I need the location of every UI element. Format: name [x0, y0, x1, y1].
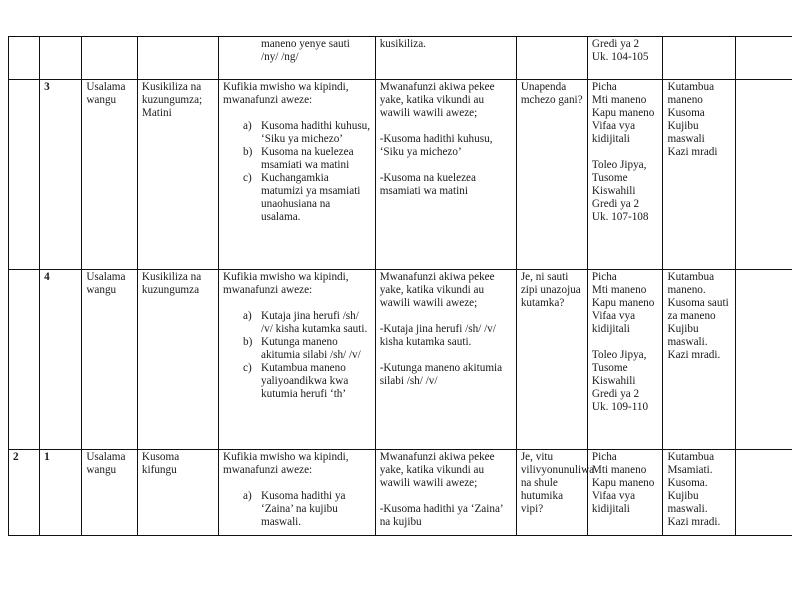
assessment-item: Kusoma.: [667, 477, 708, 489]
table-row: [9, 80, 792, 270]
strand-text: Usalama wangu: [86, 271, 126, 296]
activity-text: -Kusoma hadithi kuhusu, ‘Siku ya michezo’: [379, 133, 493, 158]
assessment-cell: [663, 80, 735, 270]
assessment-item: Kusoma: [667, 107, 705, 119]
lesson-cell: [40, 270, 82, 450]
key-question-cell: [516, 80, 587, 270]
assessment-cell: [663, 270, 735, 450]
objective-text: Kuchangamkia matumizi ya msamiati unaohusiana na usalama.: [261, 172, 361, 223]
objective-item: [243, 310, 371, 336]
spacer: [380, 120, 512, 133]
objectives-intro: Kufikia mwisho wa kipindi, mwanafunzi aweze:: [223, 451, 349, 476]
spacer: [380, 349, 512, 362]
resources-cell: [587, 37, 663, 80]
resource-item: Picha: [591, 451, 617, 463]
lesson-cell: [40, 450, 82, 536]
strand-text: Usalama wangu: [86, 81, 126, 106]
strand-cell: [82, 80, 138, 270]
key-question-text: Je, vitu vilivyonunuliwa na shule hutumika vipi?: [520, 451, 595, 515]
assessment-cell: [663, 37, 735, 80]
remarks-cell[interactable]: [735, 450, 792, 536]
lesson-number: 4: [44, 271, 50, 283]
resources-cell: [587, 450, 663, 536]
resource-item: Mti maneno: [591, 464, 647, 476]
spacer: [223, 477, 371, 490]
resource-item: Mti maneno: [591, 284, 647, 296]
objective-marker: b): [243, 336, 253, 348]
objective-marker: c): [243, 172, 252, 184]
objective-item: [243, 490, 371, 529]
activity-text: -Kusoma hadithi ya ‘Zaina’ na kujibu: [379, 503, 503, 528]
assessment-item: Kusoma sauti za maneno: [667, 297, 729, 322]
assessment-item: Kujibu maswali: [667, 120, 705, 145]
strand-cell: [82, 450, 138, 536]
objectives-intro: Kufikia mwisho wa kipindi, mwanafunzi aweze:: [223, 81, 349, 106]
resource-item: Picha: [591, 271, 617, 283]
week-cell: [9, 270, 40, 450]
objective-item: [243, 120, 371, 146]
assessment-item: Kutambua maneno.: [667, 271, 715, 296]
table-row: [9, 270, 792, 450]
week-cell: [9, 37, 40, 80]
resource-item: Gredi ya 2: [591, 38, 640, 50]
key-question-cell: [516, 450, 595, 536]
key-question-text: Unapenda mchezo gani?: [520, 81, 583, 106]
spacer: [380, 310, 512, 323]
activity-text: Mwanafunzi akiwa pekee yake, katika vikundi au wawili wawili aweze;: [379, 271, 495, 309]
lesson-cell: [40, 80, 82, 270]
objective-marker: c): [243, 362, 252, 374]
week-cell: [9, 80, 40, 270]
sub-strand-text: Kusoma kifungu: [141, 451, 180, 476]
objective-text: Kutaja jina herufi /sh/ /v/ kisha kutamka sauti.: [261, 310, 368, 335]
activity-text: Mwanafunzi akiwa pekee yake, katika vikundi au wawili wawili aweze;: [379, 81, 495, 119]
activity-text: kusikiliza.: [379, 38, 426, 50]
week-number: 2: [13, 451, 19, 463]
resource-item: Vifaa vya kidijitali: [591, 120, 636, 145]
lesson-number: 3: [44, 81, 50, 93]
resource-item: Uk. 104-105: [591, 51, 649, 63]
spacer: [223, 297, 371, 310]
assessment-item: Kazi mradi.: [667, 516, 721, 528]
strand-cell: [82, 270, 138, 450]
spacer: [380, 159, 512, 172]
resource-item: Toleo Jipya, Tusome Kiswahili Gredi ya 2: [591, 159, 647, 210]
remarks-cell[interactable]: [735, 37, 792, 80]
objectives-intro: Kufikia mwisho wa kipindi, mwanafunzi aweze:: [223, 271, 349, 296]
resource-item: Vifaa vya kidijitali: [591, 490, 636, 515]
resource-item: Uk. 109-110: [591, 401, 649, 413]
strand-cell: [82, 37, 138, 80]
lesson-cell: [40, 37, 82, 80]
remarks-cell[interactable]: [735, 80, 792, 270]
objective-text-line: maneno yenye sauti: [261, 38, 350, 50]
objective-item: [243, 146, 371, 172]
spacer: [223, 107, 371, 120]
activities-cell: [375, 450, 516, 536]
resource-item: Kapu maneno: [591, 297, 655, 309]
assessment-item: Kujibu maswali.: [667, 323, 708, 348]
table-row: [9, 450, 792, 536]
activity-text: -Kutaja jina herufi /sh/ /v/ kisha kutamka sauti.: [379, 323, 496, 348]
resources-cell: [587, 80, 663, 270]
key-question-cell: [516, 37, 587, 80]
objectives-cell: [219, 450, 376, 536]
resource-item: Mti maneno: [591, 94, 647, 106]
resource-item: Picha: [591, 81, 617, 93]
resources-cell: [587, 270, 663, 450]
resource-item: Kapu maneno: [591, 477, 655, 489]
objective-marker: a): [243, 310, 252, 322]
assessment-item: Kutambua maneno: [667, 81, 715, 106]
objective-marker: a): [243, 490, 252, 502]
resource-item: Kapu maneno: [591, 107, 655, 119]
activities-cell: [375, 270, 516, 450]
objective-continuation: [223, 38, 371, 64]
objective-marker: a): [243, 120, 252, 132]
remarks-cell[interactable]: [735, 270, 792, 450]
objective-item: [243, 336, 371, 362]
sub-strand-cell: [137, 80, 218, 270]
activity-text: -Kusoma na kuelezea msamiati wa matini: [379, 172, 476, 197]
objective-text: Kusoma na kuelezea msamiati wa matini: [261, 146, 354, 171]
sub-strand-cell: [137, 270, 218, 450]
objective-text: Kutambua maneno yaliyoandikwa kwa kutumia herufi ‘th’: [261, 362, 349, 400]
assessment-cell: [663, 450, 735, 536]
objective-text: Kusoma hadithi kuhusu, ‘Siku ya michezo’: [261, 120, 371, 145]
assessment-item: Kazi mradi: [667, 146, 718, 158]
assessment-item: Kujibu maswali.: [667, 490, 708, 515]
key-question-cell: [516, 270, 587, 450]
objectives-cell: [219, 80, 376, 270]
sub-strand-cell: [137, 450, 218, 536]
key-question-text: Je, ni sauti zipi unazojua kutamka?: [520, 271, 581, 309]
objectives-cell: [219, 37, 376, 80]
objectives-list: [223, 490, 371, 529]
resource-item: Uk. 107-108: [591, 211, 649, 223]
assessment-item: Kazi mradi.: [667, 349, 721, 361]
activities-cell: [375, 80, 516, 270]
week-cell: [9, 450, 40, 536]
activity-text: -Kutunga maneno akitumia silabi /sh/ /v/: [379, 362, 503, 387]
objectives-cell: [219, 270, 376, 450]
objective-marker: b): [243, 146, 253, 158]
objectives-list: [223, 310, 371, 401]
objective-item: [243, 172, 371, 224]
scheme-of-work-table: [8, 36, 792, 536]
spacer: [592, 146, 659, 159]
spacer: [380, 490, 512, 503]
activity-text: Mwanafunzi akiwa pekee yake, katika vikundi au wawili wawili aweze;: [379, 451, 495, 489]
resource-item: Vifaa vya kidijitali: [591, 310, 636, 335]
table-row: [9, 37, 792, 80]
objective-item: [243, 362, 371, 401]
objective-text: Kusoma hadithi ya ‘Zaina’ na kujibu maswali.: [261, 490, 346, 528]
activities-cell: [375, 37, 516, 80]
sub-strand-cell: [137, 37, 218, 80]
lesson-number: 1: [44, 451, 50, 463]
objective-text-line: /ny/ /ng/: [261, 51, 299, 63]
strand-text: Usalama wangu: [86, 451, 126, 476]
sub-strand-text: Kusikiliza na kuzungumza; Matini: [141, 81, 203, 119]
objective-text: Kutunga maneno akitumia silabi /sh/ /v/: [261, 336, 361, 361]
resource-item: Toleo Jipya, Tusome Kiswahili Gredi ya 2: [591, 349, 647, 400]
assessment-item: Kutambua Msamiati.: [667, 451, 715, 476]
spacer: [592, 336, 659, 349]
objectives-list: [223, 120, 371, 224]
sub-strand-text: Kusikiliza na kuzungumza: [141, 271, 202, 296]
